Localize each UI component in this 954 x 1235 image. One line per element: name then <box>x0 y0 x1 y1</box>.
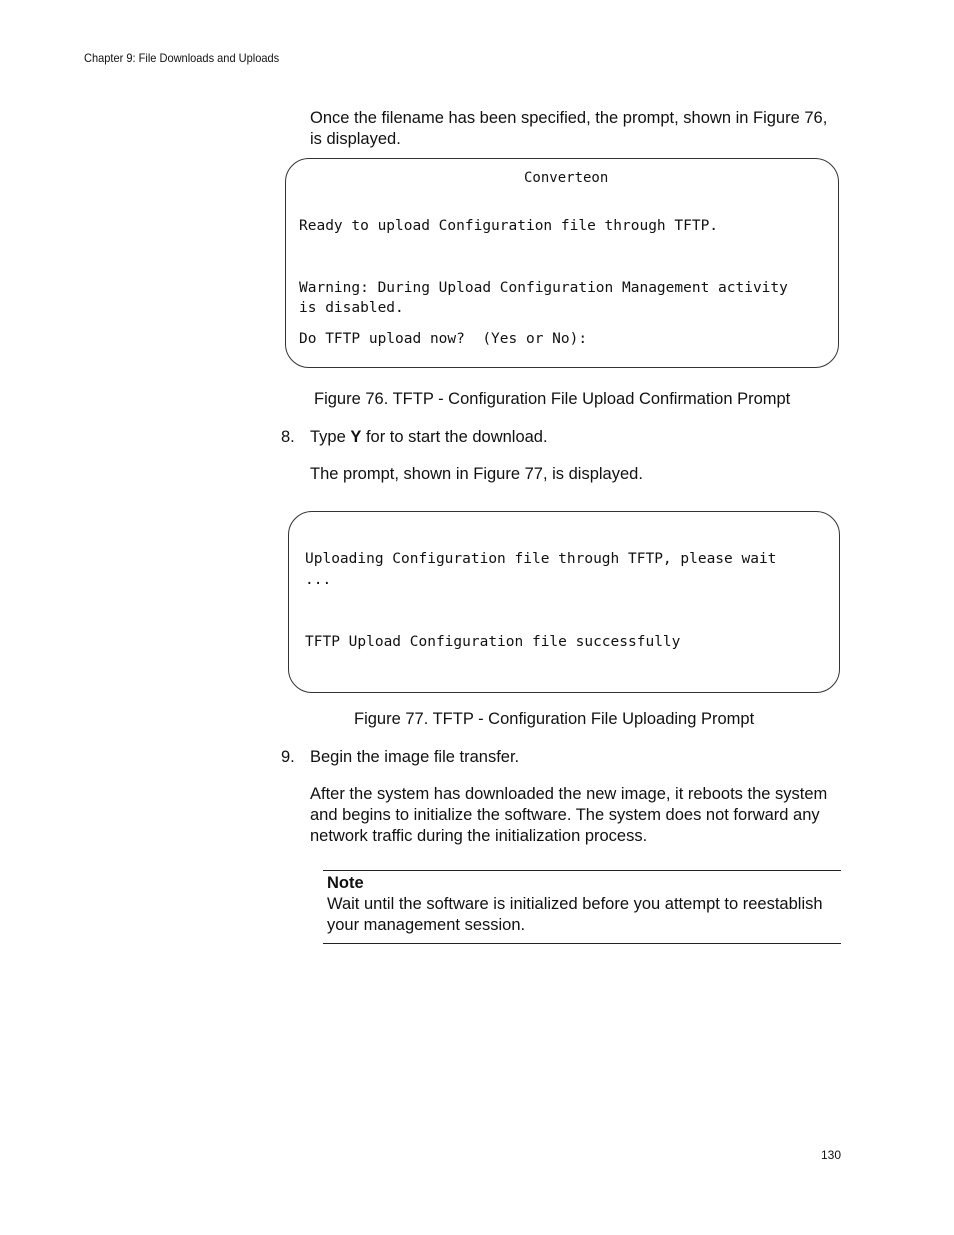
terminal-line-uploading: Uploading Configuration file through TFTP, please wait <box>305 551 777 567</box>
note-line: Wait until the software is initialized before you attempt to reestablish <box>327 895 823 913</box>
page-number: 130 <box>821 1148 842 1162</box>
step-8-suffix: for to start the download. <box>361 428 548 446</box>
step-9-number: 9. <box>281 748 295 766</box>
paragraph-line: After the system has downloaded the new image, it reboots the system <box>310 785 828 803</box>
terminal-line-warning-cont: is disabled. <box>299 300 404 316</box>
figure-77-terminal-box <box>288 511 840 693</box>
paragraph-line: network traffic during the initialization process. <box>310 827 648 845</box>
note-line: your management session. <box>327 916 526 934</box>
intro-line: is displayed. <box>310 130 401 148</box>
terminal-line-uploading-cont: ... <box>305 572 332 588</box>
terminal-line-success: TFTP Upload Configuration file successfully <box>305 634 681 650</box>
step-8-prefix: Type <box>310 428 351 446</box>
intro-line: Once the filename has been specified, the prompt, shown in Figure 76, <box>310 109 828 127</box>
paragraph-line: and begins to initialize the software. The system does not forward any <box>310 806 820 824</box>
step-9-paragraph <box>310 784 827 847</box>
step-8-number: 8. <box>281 428 295 446</box>
step-8-text <box>310 427 548 448</box>
note-bottom-rule <box>323 943 841 944</box>
chapter-header: Chapter 9: File Downloads and Uploads <box>84 51 280 65</box>
figure-76-caption: Figure 76. TFTP - Configuration File Upload Confirmation Prompt <box>314 390 791 408</box>
note-body <box>327 894 823 936</box>
note-top-rule <box>323 870 841 871</box>
terminal-line-ready: Ready to upload Configuration file through TFTP. <box>299 218 719 234</box>
intro-paragraph <box>310 108 827 150</box>
terminal-title: Converteon <box>524 170 609 186</box>
step-8-followup: The prompt, shown in Figure 77, is displayed. <box>310 465 643 483</box>
terminal-line-warning: Warning: During Upload Configuration Management activity <box>299 280 788 296</box>
note-heading: Note <box>327 874 364 892</box>
terminal-line-prompt: Do TFTP upload now? (Yes or No): <box>299 331 588 347</box>
figure-77-caption: Figure 77. TFTP - Configuration File Uploading Prompt <box>354 710 755 728</box>
step-8-key: Y <box>350 428 362 446</box>
step-9-text: Begin the image file transfer. <box>310 748 520 766</box>
